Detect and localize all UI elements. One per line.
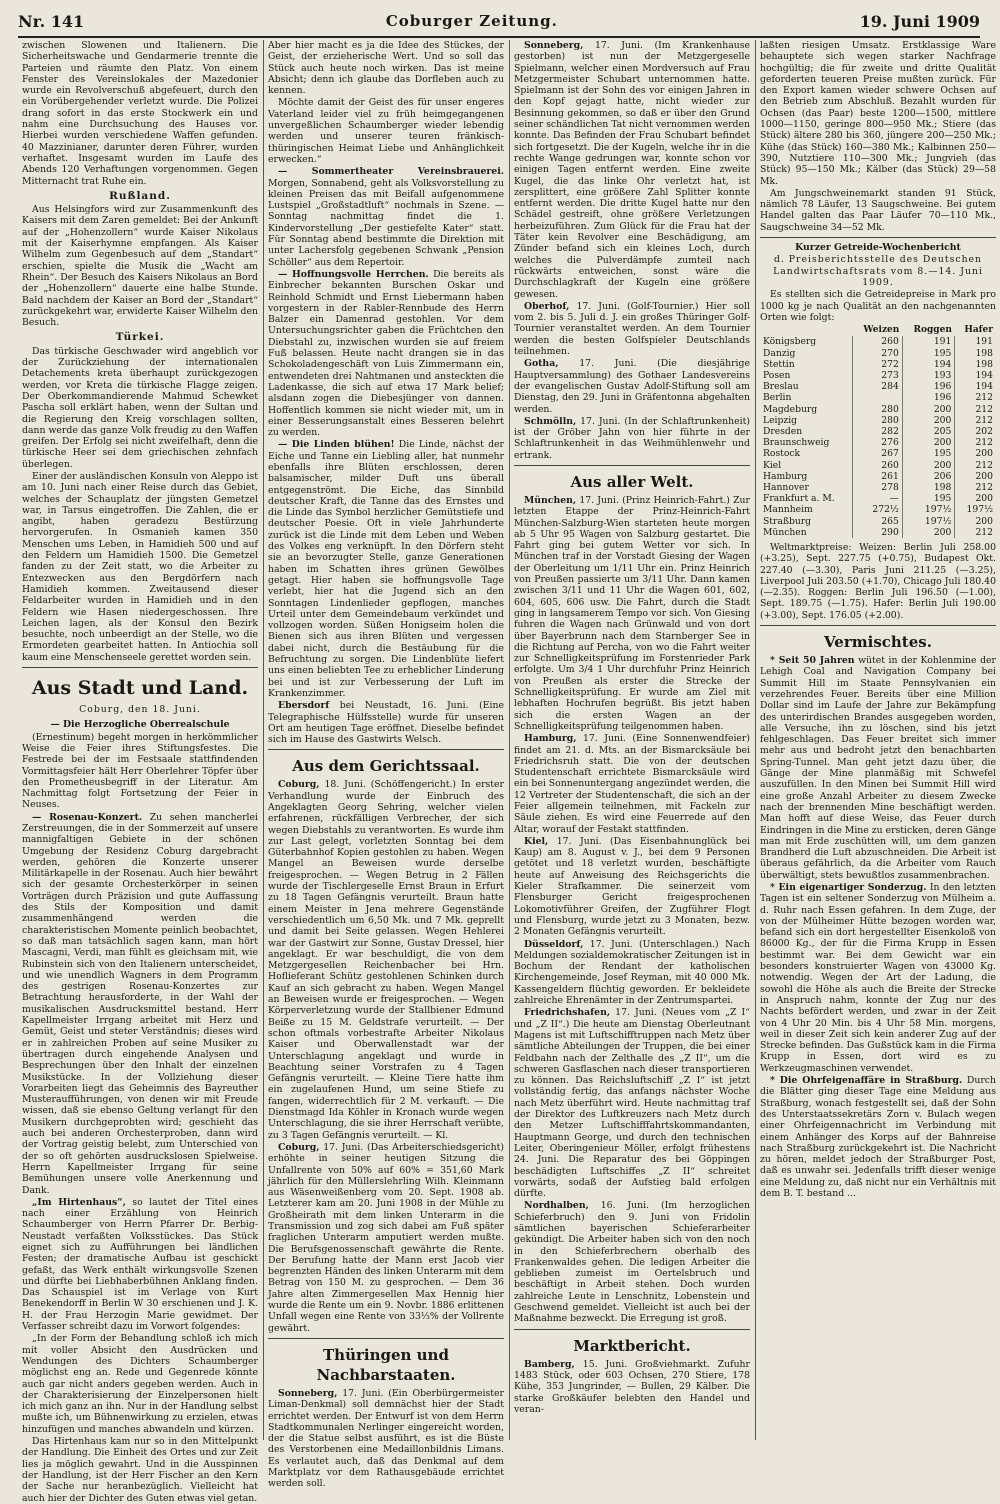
city-cell: Straßburg — [763, 515, 812, 527]
article-paragraph: zwischen Slowenen und Italienern. Die Sicherheitswache und Gendarmerie trennte die Parteien und räumte den Platz. Von einem Fenster des Vereinslokales der Mazedonier wurde ein Revolverschuß abgefeuert, durch den ein Vorübergehender verletzt wurde. Die Polizei drang sofort in das erste Stockwerk ein und nahm eine Durchsuchung des Hauses vor. Hierbei wurden verschiedene Waffen gefunden. 40 Mazzinianer, darunter deren Führer, wurden verhaftet. Insgesamt wurden im Laufe des Abends 120 Verhaftungen vorgenommen. Gegen Mitternacht trat Ruhe ein. — [22, 40, 258, 187]
section-heading-gerichtssaal: Aus dem Gerichtssaal. — [292, 757, 480, 776]
issue-number: Nr. 141 — [18, 11, 85, 31]
article-lead: Nordhalben, — [524, 1200, 589, 1212]
price-cell: 267 — [853, 448, 903, 459]
article-lead: Gotha, — [524, 358, 559, 370]
table-row — [760, 437, 996, 448]
city-cell: Mannheim — [763, 504, 813, 516]
price-cell: 212 — [955, 482, 996, 493]
table-row — [760, 471, 996, 482]
section-heading-getreide: Kurzer Getreide-Wochenbericht — [795, 242, 961, 254]
article-text: In den letzten Tagen ist ein seltener Sonderzug von Mülheim a. d. Ruhr nach Essen gefahren. In dem Zuge, der von der Mülheimer Hütte bezogen worden war, befand sich ein dort hergestellter Eisenkoloß von 86000 Kg., der für die Firma Krupp in Essen bestimmt war. Bei dem Gewicht war ein besonders konstruierter Wagen von 43000 Kg. notwendig. Wegen der Art der Ladung, die sowohl die Höhe als auch die Breite der Strecke in Anspruch nahm, konnte der Zug nur des Nachts befördert werden, und zwar in der Zeit von 4 Uhr 20 Min. bis 4 Uhr 58 Min. morgens, weil in dieser Zeit sich kein anderer Zug auf der Strecke befinden. Das Gußstück kam in die Firma Krupp in Essen, dort wird es zu Werkzeugmaschinen verwendet. — [760, 882, 996, 1074]
price-cell: 206 — [902, 471, 955, 482]
article-text: 17. Juni. (Ein Oberbürgermeister Liman-Denkmal) soll demnächst hier der Stadt errichtet werden. Der Entwurf ist von dem Herrn Stadtkommunalen Nerlinger eingereicht worden, der die Statue selbst ausführt, es ist die Büste des Verstorbenen eine Medaillonbildnis Limans. Es verlautet auch, daß das Denkmal auf dem Marktplatz vor dem Rathausgebäude errichtet werden soll. — [268, 1387, 504, 1490]
price-cell: 261 — [853, 471, 903, 482]
article-lead: * Seit 50 Jahren — [770, 655, 855, 667]
city-cell: Stettin — [763, 358, 795, 370]
price-cell: 280 — [853, 404, 903, 415]
column-4 — [760, 40, 996, 1440]
masthead — [18, 6, 980, 38]
section-heading-stadt-und-land: Aus Stadt und Land. — [31, 677, 249, 700]
divider — [514, 465, 750, 466]
column-rule — [755, 40, 756, 1440]
price-cell: 260 — [853, 460, 903, 471]
price-cell: 200 — [955, 516, 996, 527]
article-lead: Sonneberg, — [524, 40, 584, 51]
article-lead: Oberhof, — [524, 300, 570, 312]
section-heading-russland: Rußland. — [109, 189, 171, 202]
article-text: Zu sehen mancherlei Zerstreuungen, die in der Sommerzeit auf unsere mannigfaltigen Gebiete in der schönen Umgebung der Residenz Coburg dargebracht werden, gehören die Konzerte unserer Militärkapelle in der Rosenau. Auch hier bewährt sich der gesamte Orchesterkörper in seinen Vorträgen durch Präzision und gute Auffassung des Stils der Komposition und damit zusammenhängend werden die charakteristischen Momente peinlich beobachtet, so daß man tatsächlich sagen kann, man hört Mascagni, Verdi, man fühlt es gleichsam mit, wie Rubinstein sich von den Italienern unterscheidet, und wie unendlich Wagners in dem Programm des gestrigen Rosenau-Konzertes zur Betrachtung herausforderte, in der Wahl der musikalischen Ausdrucksmittel bestand. Herr Kapellmeister Irrgang arbeitet mit Herz und Gemüt, Geist und steter Verständnis; dieses wird er in zahlreichen Proben auf seine Musiker zu übertragen durch eingehende Analysen und Besprechungen über den Inhalt der einzelnen Musikstücke. In der Vollziehung dieser Vorarbeiten liegt das Geheimnis des Bayreuther Musteraufführungen, von denen wir mit Freude wissen, daß sie ebenso Geltung verlangt für den Musikern durchgeprobten wird; geschieht das auch bei anderen Orchesterproben, dann wird der Vortrag geistig belebt, zum Unterschied von der so oft gehörten ausdruckslosen Spielweise. Herrn Kapellmeister Irrgang für seine Bemühungen unsere volle Anerkennung und Dank. — [22, 811, 258, 1196]
article-text: 15. Juni. Großviehmarkt. Zufuhr 1483 Stück, oder 603 Ochsen, 270 Stiere, 178 Kühe, 353 Jungrinder, — Bullen, 29 Kälber. Die starke Großkäufer belebten den Handel und veran- — [514, 1358, 750, 1415]
price-cell: 276 — [853, 437, 903, 448]
divider — [514, 1329, 750, 1330]
article-lead: Friedrichshafen, — [524, 1007, 611, 1019]
article-lead: Coburg, — [278, 1141, 320, 1153]
article-lead: * Die Ohrfeigenaffäre in Straßburg. — [770, 1075, 963, 1087]
price-cell: 212 — [955, 392, 996, 403]
price-cell: 212 — [955, 415, 996, 426]
table-row — [760, 448, 996, 459]
price-cell: 200 — [902, 460, 955, 471]
city-cell: Hamburg — [763, 470, 808, 482]
article-paragraph: Weltmarktpreise: Weizen: Berlin Juli 258.00 (+3.25), Sept. 227.75 (+0.75), Budapest Okt. 227.40 (—3.30), Paris Juni 211.25 (—3.25), Liverpool Juli 203.50 (+1.70), Chicago Juli 180.40 (—2.35). Roggen: Berlin Juli 196.50 (—1.00), Sept. 189.75 (—1.75). Hafer: Berlin Juli 190.00 (+3.00), Sept. 176.05 (+2.00). — [760, 541, 996, 621]
price-cell: 200 — [902, 527, 955, 538]
divider — [760, 625, 996, 626]
column-rule — [509, 40, 510, 1440]
price-cell: 212 — [955, 404, 996, 415]
article-paragraph: Aber hier macht es ja die Idee des Stückes, der Geist, der erzieherische Wert. Und so soll das Stück auch heute noch wirken. Das ist meine Absicht; denn ich glaube das Dorfleben auch zu kennen. — [268, 40, 504, 97]
dateline: Coburg, den 18. Juni. — [79, 704, 201, 716]
article-paragraph: Einer der ausländischen Konsuln von Aleppo ist am 10. Juni nach einer Reise durch das Gebiet, welches der Schauplatz der jüngsten Gemetzel war, in Tarsus eingetroffen. Die Zahlen, die er angibt, haben geradezu Bestürzung hervorgerufen. In Osmanieh kamen 350 Menschen ums Leben, in Hamidieh 500 und auf den Feldern um Hamidieh 1500. Die Gemetzel fanden zu der Zeit statt, wo die Arbeiter zu Entezwecken aus den Bergdörfern nach Hamidieh kommen. Zweitausend dieser Feldarbeiter wurden in Hamidieh und in den Feldern wie Hasen niedergeschossen. Ihre Leichen lagen, als der Konsul den Bezirk besuchte, noch unbeerdigt an der Stelle, wo die Ermordeten gearbeitet hatten. In Antiochia soll kaum eine Menschenseele gerettet worden sein. — [22, 470, 258, 663]
price-cell: 194 — [955, 381, 996, 392]
price-cell: — — [853, 493, 903, 504]
article-paragraph: laßten riesigen Umsatz. Erstklassige Ware behauptete sich wegen starker Nachfrage hochgültig; die für zweite und dritte Qualität geforderten teueren Preise mußten zurück. Für den Export kamen wieder schwere Ochsen auf den Betrieb zum Abschluß. Bezahlt wurden für Ochsen (das Paar) beste 1200—1500, mittlere 1000—1150, geringe 800—950 Mk.; Stiere (das Stück) ältere 280 bis 360, jüngere 200—250 Mk.; Kühe (das Stück) 160—380 Mk.; Kalbinnen 250—390, Nutztiere 110—300 Mk.; Jungvieh (das Stück) 95—150 Mk.; Kälber (das Stück) 29—58 Mk. — [760, 40, 996, 187]
city-cell: Rostock — [763, 448, 801, 460]
table-row — [760, 370, 996, 381]
paper-title: Coburger Zeitung. — [385, 12, 558, 30]
section-heading-thueringen: Thüringen und Nachbarstaaten. — [316, 1345, 456, 1384]
price-cell: 205 — [902, 426, 955, 437]
divider — [22, 667, 258, 668]
article-text: Durch die Blätter ging dieser Tage eine Meldung aus Straßburg, wonach festgestellt sei, daß der Sohn des Unterstaatssekretärs Zorn v. Bulach wegen einer Ohrfeigennachricht im Verbindung mit einem Anhänger des Korps auf der Bahnreise nach Straßburg zurückgekehrt ist. Die Nachricht zu hören, meldet jedoch der Straßburger Post, daß es unwahr sei. Jedenfalls trifft dieser wenige eine Meldung zu, daß nicht nur ein Verhältnis mit dem B. T. bestand ... — [760, 1075, 996, 1200]
article-paragraph: Das Hirtenhaus kam nur so in den Mittelpunkt der Handlung. Die Einheit des Ortes und zur Zeit lies ja möglich gewahrt. Und in die Ausspinnen der Handlung, ist der Herr Fischer an den Kern der Sache nur heranbezüglich. Vielleicht hat auch hier der Dichter des Guten etwas viel getan. — [22, 1436, 258, 1504]
city-cell: Dresden — [763, 425, 803, 437]
article-lead: — Sommertheater Vereinsbrauerei. — [278, 166, 504, 178]
divider — [268, 749, 504, 750]
price-cell: 198 — [955, 348, 996, 359]
price-cell: 196 — [902, 392, 955, 403]
article-text: 18. Juni. (Schöffengericht.) In erster Verhandlung wurde der Einbruch des Angeklagten Georg Sehring, welcher vielen erfahrenen, rückfälligen Verbrecher, der sich wegen Diebstahls zu verantworten. Es wurde ihm zur Last gelegt, vorletzten Sonntag bei dem Güterbahnhof Kopien gestohlen zu haben. Wegen Mangel an Beweisen wurde derselbe freigesprochen. — Wegen Betrug in 2 Fällen wurde der Tischlergeselle Ernst Braun in Erfurt zu 18 Tagen Gefängnis verurteilt. Braun hatte einem Meister in Jena mehrere Gegenstände verschiedentlich um 6,50 Mk. und 7 Mk. geprellt und damit bei Seite gelassen. Wegen Hehlerei war der Gastwirt zur Sonne, Gustav Dressel, hier angeklagt. Er war beschuldigt, die von dem Metzgergesellen Reichenbacher bei Hrn. Hoflieferant Schütz gestohlenen Schinken durch Kauf an sich gebracht zu haben. Wegen Mangel an Beweisen wurde er freigesprochen. — Wegen Körperverletzung wurde der Stallbiener Edmund Beiße zu 15 M. Geldstrafe verurteilt. — Der schon oftmals vorbestrafte Arbeiter Nikolaus Kaiser und Oberwallenstadt war der Unterschlagung angeklagt und wurde in Beachtung seiner Vorstrafen zu 4 Tagen Gefängnis verurteilt. — Kleine Tiere hatte ihm ein zugelaufenen Hund, um seine Stiefe zu fangen, widerrechtlich für 2 M. verkauft. — Die Dienstmagd Ida Köhler in Kronach wurde wegen Unterschlagung, die sie ihrer Herrschaft verübte, zu 3 Tagen Gefängnis verurteilt. — Kl. — [268, 779, 504, 1141]
divider — [760, 237, 996, 238]
price-cell: 195 — [902, 348, 955, 359]
column-2 — [268, 40, 504, 1490]
article-lead: Hamburg, — [524, 733, 577, 745]
article-lead: Kiel, — [524, 835, 549, 847]
section-heading-marktbericht: Marktbericht. — [573, 1336, 691, 1355]
article-lead: Düsseldorf, — [524, 938, 584, 950]
article-text: bei Neustadt, 16. Juni. (Eine Telegraphische Hülfsstelle) wurde für unseren Ort am heutigen Tage eröffnet. Dieselbe befindet sich im Hause des Gastwirts Welsch. — [268, 700, 504, 746]
article-text: 17. Juni. (Eine Sonnenwendfeier) findet am 21. d. Mts. an der Bismarcksäule bei Friedrichsruh statt. Die von der deutschen Studentenschaft errichtete Bismarcksäule wird ein bei Sonnenuntergang angezündet werden, die 12 Vertreter der Studentenschaft, die sich an der Feier allgemein teilnehmen, mit Fackeln zur Säule ziehen. Es wird eine Feuerrede auf den Altar, worauf der Festakt stattfinden. — [514, 733, 750, 835]
article-text: 17. Juni. (In der Schlaftrunkenheit) ist der Gröber Jahn von hier führte in der Schlaftrunkenheit in das Weihmühlenwehr und ertrank. — [514, 415, 750, 461]
price-cell: 194 — [902, 359, 955, 370]
article-lead: — Die Herzogliche Oberrealschule — [50, 719, 230, 731]
table-header: Hafer — [964, 325, 993, 336]
column-3 — [514, 40, 750, 1440]
price-cell: 197½ — [902, 504, 955, 515]
price-cell: 200 — [955, 493, 996, 504]
price-cell: 195 — [902, 448, 955, 459]
getreide-subtitle: d. Preisberichtsstelle des Deutschen Landwirtschaftsrats vom 8.—14. Juni 1909. — [773, 254, 983, 288]
table-row — [760, 426, 996, 437]
article-lead: Schmölln, — [524, 415, 577, 427]
table-row — [760, 482, 996, 493]
city-cell: Breslau — [763, 381, 799, 393]
table-row — [760, 527, 996, 538]
table-header: Roggen — [913, 325, 952, 336]
article-lead: Ebersdorf — [278, 700, 330, 712]
article-text: Morgen, Sonnabend, geht als Volksvorstellung zu kleinen Preisen das mit Beifall aufgenommene Lustspiel „Großstadtluft“ nochmals in Szene. — Sonntag nachmittag findet die 1. Kindervorstellung „Der gestiefelte Kater“ statt. Für Sonntag abend bestimmte die Direktion mit unter Lachersfolg gegebenen Schwank „Pension Schöller“ aus dem Repertoir. — [268, 177, 504, 268]
article-paragraph: „In der Form der Behandlung schloß ich mich mit voller Absicht den Ausdrücken und Wendungen des Dichters Schaumberger möglichst eng an. Rede und Gegenrede könnte auch gar nicht anders gegeben werden. Auch in der Charakterisierung der Einzelpersonen hielt ich mich ganz an ihn. Nur in der Handlung selbst mußte ich, um Bühnenwirkung zu erzielen, etwas hinzufügen und manches abwandeln und kürzen. — [22, 1333, 258, 1435]
article-lead: Coburg, — [278, 779, 320, 791]
price-cell: 197½ — [955, 504, 996, 515]
article-text: 17. Juni. (Unterschlagen.) Nach Meldungen sozialdemokratischer Zeitungen ist in Bochum der Rendant der katholischen Kirchengemeinde, Josef Reyman, mit 40 000 Mk. Kassengeldern flüchtig geworden. Er bekleidete zahlreiche Ehrenämter in der Zentrumspartei. — [514, 938, 750, 1007]
article-paragraph: Möchte damit der Geist des für unser engeres Vaterland leider viel zu früh heimgegangenen unvergeßlichen Schaumberger wieder lebendig werden und unserer teuren fränkisch-thüringischen Heimat Liebe und Anhänglichkeit erwecken.“ — [268, 97, 504, 165]
article-paragraph: (Ernestinum) begeht morgen in herkömmlicher Weise die Feier ihres Stiftungsfestes. Die Festrede bei der im Festsaale stattfindenden Vormittagsfeier hält Herr Oberlehrer Töpfer über den Prometheusbegriff in der Literatur. Am Nachmittag folgt Fortsetzung der Feier in Neuses. — [22, 731, 258, 811]
article-lead: — Hoffnungsvolle Herrchen. — [278, 268, 429, 280]
price-cell: 202 — [955, 426, 996, 437]
price-cell: 278 — [853, 482, 903, 493]
price-cell: 191 — [902, 336, 955, 347]
article-text: 17. Juni. (Im Krankenhause gestorben) ist nun der Metzgergeselle Spielmann, welcher einen Mordversuch auf Frau Metzgermeister Schubart unternommen hatte. Spielmann ist der Sohn des vor einigen Jahren in den Kopf gejagt hatte, nicht wieder zur Besinnung gekommen, so daß er über den Grund seiner schändlichen Tat nicht vernommen werden konnte. Das Befinden der Frau Schubart befindet sich fortgesetzt. Die der Kugeln, welche ihr in die rechte Wange gedrungen war, konnte schon vor einigen Tagen entfernt werden. Eine zweite Kugel, die das linke Ohr verletzt hat, ist zersplittert, eine größere Zahl Splitter konnte entfernt werden. Die dritte Kugel hatte nur den Schädel gestreift, ohne größere Verletzungen herbeizuführen. Zum Glück für die Frau hat der Täter kein Revolver eine Beschädigung, am Zünder befand sich ein kleines Loch, durch welches die Pulverdämpfe zumteil nach rückwärts entweichen, sonst wäre die Durchschlagkraft der Kugeln eine größere gewesen. — [514, 40, 750, 300]
issue-date: 19. Juni 1909 — [859, 11, 980, 31]
article-text: 17. Juni. (Neues vom „Z I“ und „Z II“.) Die heute am Dienstag Oberleutnant Magens ist mit Luftschifftruppen nach Metz über sämtliche Abteilungen der Truppen, die bei einer Feldbahn nach der Zelthalle des „Z II“, um die schweren Gasflaschen nach dieser transportieren zu können. Das Reichsluftschiff „Z I“ ist jetzt vollständig fertig, das anfangs nächster Woche nach Metz überführt wird. Heute nachmittag traf der Direktor des Luftkreuzers nach Metz durch den Metzer Luftschifffahrtskommandanten, Hauptmann George, und durch den technischen Leiter, Oberingenieur Möller, erfolgt frühestens 24. Juni. Die Reparatur des bei Göppingen beschädigten Luftschiffes „Z II“ schreitet vorwärts, sodaß der Aufstieg bald erfolgen dürfte. — [514, 1007, 750, 1200]
price-cell: 200 — [955, 471, 996, 482]
price-cell: 273 — [853, 370, 903, 381]
city-cell: Posen — [763, 369, 791, 381]
article-lead: Bamberg, — [524, 1358, 575, 1370]
table-body — [760, 336, 996, 538]
city-cell: Braunschweig — [763, 437, 830, 449]
price-cell: 194 — [955, 370, 996, 381]
city-cell: Leipzig — [763, 414, 798, 426]
price-cell: 284 — [853, 381, 903, 392]
article-text: 16. Juni. (Im herzoglichen Schieferbruch) den 9. Juni von Fridolin sämtlichen bayerischen Schieferarbeiter gekündigt. Die Arbeiter haben sich von den noch in den Schieferbrechern oberhalb des Frankenwaldes gehen. Die ledigen Arbeiter die geblieben zumeist im Oertelsbruch und beschäftigt in Arbeit stehen. Doch wurden zahlreiche Leute in Lenschnitz, Lobenstein und Geschwend gemeldet. Vielleicht ist auch bei der Maßnahme bezweckt. Die Erregung ist groß. — [514, 1200, 750, 1325]
table-row — [760, 359, 996, 370]
article-text: wütet in der Kohlenmine der Lehigh Coal and Navigation Company bei Summit Hill im Staate Pennsylvanien ein verzehrendes Feuer. Bereits über eine Million Dollar sind im Laufe der Jahre zur Bekämpfung des unterirdischen Brandes ausgegeben worden, alle Versuche, ihn zu löschen, sind bis jetzt fehlgeschlagen. Das Feuer breitet sich immer mehr aus und bedroht jetzt den benachbarten Spring-Tunnel. Man geht jetzt dazu über, die Gänge der Mine planmäßig mit Schwefel auszufüllen. In den Minen bei Summit Hill wird eine große Anzahl Arbeiter zu diesem Zwecke nach der brennenden Mine beschäftigt werden. Man hofft auf diese Weise, das Feuer durch Eindringen in die Mine zu ersticken, deren Gänge man mit Erde zuschütten will, um dem ganzen Brandherd die Luft abzuschneiden. Die Arbeit ist überaus gefährlich, da die Arbeiter vom Rauch überwältigt, stets bewußtlos zusammenbrachen. — [760, 655, 996, 881]
article-text: 17. Juni. (Das Eisenbahnunglück bei Kaup) am 8. August v. J., bei dem 9 Personen getötet und 18 verletzt wurden, beschäftigte heute auf Anweisung des Reichsgerichts die Kieler Strafkammer. Die seinerzeit vom Flensburger Gericht freigesprochenen Lokomotivführer Greifen, der Zugführer Flogt und Flensburg, wurde jetzt zu 3 Monaten, bezw. 2 Monaten Gefängnis verurteilt. — [514, 835, 750, 938]
grain-price-table — [760, 325, 996, 538]
price-cell: 200 — [902, 404, 955, 415]
price-cell: 270 — [853, 348, 903, 359]
table-row — [760, 392, 996, 403]
article-text: 17. Juni. (Die diesjährige Hauptversammlung) des Gothaer Landesvereins der evangelischen Gustav Adolf-Stiftung soll am Dienstag, den 29. Juni in Gräfentonna abgehalten werden. — [514, 358, 750, 415]
table-header-row — [760, 325, 996, 336]
section-heading-tuerkei: Türkei. — [115, 331, 165, 344]
price-cell: 200 — [902, 437, 955, 448]
price-cell: 200 — [955, 448, 996, 459]
table-row — [760, 415, 996, 426]
article-lead: Sonneberg, — [278, 1387, 338, 1399]
section-heading-aus-aller-welt: Aus aller Welt. — [570, 472, 694, 491]
price-cell: 265 — [853, 516, 903, 527]
city-cell: Königsberg — [763, 336, 817, 348]
price-cell: 282 — [853, 426, 903, 437]
article-lead: * Ein eigenartiger Sonderzug. — [770, 882, 927, 893]
price-cell: 198 — [902, 482, 955, 493]
price-cell: 193 — [902, 370, 955, 381]
article-lead: — Die Linden blühen! — [278, 439, 395, 451]
price-cell — [853, 392, 903, 403]
price-cell: 198 — [955, 359, 996, 370]
city-cell: Danzig — [763, 347, 796, 359]
article-paragraph: Am Jungschweinemarkt standen 91 Stück, nämlich 78 Läufer, 13 Saugschweine. Bei gutem Handel galten das Paar Läufer 70—110 Mk., Saugschweine 34—52 Mk. — [760, 187, 996, 233]
column-1 — [22, 40, 258, 1504]
price-cell: 197½ — [902, 516, 955, 527]
article-lead: „Im Hirtenhaus“, — [32, 1196, 126, 1208]
price-cell: 195 — [902, 493, 955, 504]
article-text: so lautet der Titel eines nach einer Erzählung von Heinrich Schaumberger von Herrn Pfarrer Dr. Berbig-Neustadt verfaßten Volksstückes. Das Stück eignet sich zu Aufführungen bei ländlichen Festen; der dramatische Aufbau ist geschickt gefaßt, das Werk enthält wirkungsvolle Szenen und dürfte bei Liebhaberbühnen Anklang finden. Das Schauspiel ist im Verlage von Kurt Benekendorff in Berlin W 30 erschienen und J. K. H. der Frau Herzogin Marie gewidmet. Der Verfasser schreibt dazu im Vorwort folgendes: — [22, 1196, 258, 1333]
section-heading-vermischtes: Vermischtes. — [824, 633, 932, 652]
city-cell: Frankfurt a. M. — [763, 493, 835, 505]
price-cell: 272½ — [853, 504, 903, 515]
price-cell: 200 — [902, 415, 955, 426]
price-cell: 212 — [955, 437, 996, 448]
city-cell: München — [763, 526, 807, 538]
article-lead: — Rosenau-Konzert. — [32, 811, 143, 823]
column-rule — [263, 40, 264, 1440]
article-text: Die Linde, nächst der Eiche und Tanne ein Liebling aller, hat nunmehr ebenfalls ihre Blüten erschlossen, deren balsamischer, milder Duft uns überall entgegenströmt. Die Eiche, das Sinnbild deutscher Kraft, die Tanne das des Ernstes und die Linde das Symbol herzlicher Gemütstiefe und deutscher Poesie. Oft in viele Jahrhunderte zurück ist die Linde mit dem Leben und Weben des Volkes eng verknüpft. In den Dörfern steht sie an bevorzugter Stelle, ganze Generationen haben im Schatten ihres grünen Gewölbes getagt. Hier haben sie hoffnungsvolle Tage verlebt, hier hat die Jugend sich an den Sonntagen Lindenlieder gepflogen, manches Urteil unter dem Gemeindebaum verkündet und vollzogen worden. Süßen Honigseim holen die Bienen sich aus ihren Blüten und vergessen dabei nicht, durch die Bestäubung für die Befruchtung zu sorgen. Die Lindenblüte liefert uns einen beliebten Tee zu erheblicher Linderung bei und ist zur Verbesserung der Luft im Krankenzimmer. — [268, 439, 504, 699]
city-cell: Kiel — [763, 459, 782, 471]
table-row — [760, 460, 996, 471]
price-cell: 212 — [955, 527, 996, 538]
city-cell: Hannover — [763, 481, 809, 493]
article-paragraph: Aus Helsingfors wird zur Zusammenkunft des Kaisers mit dem Zaren gemeldet: Bei der Ankunft auf der „Hohenzollern“ wurde Kaiser Nikolaus mit der Kaiserhymne empfangen. Als Kaiser Wilhelm zum Gegenbesuch auf dem „Standart“ erschien, spielte die Musik die „Wacht am Rhein“. Der Besuch des Kaisers Nikolaus an Bord der „Hohenzollern“ dauerte eine halbe Stunde. Bald nachdem der Kaiser an Bord der „Standart“ zurückgekehrt war, erwiderte Kaiser Wilhelm den Besuch. — [22, 204, 258, 329]
table-row — [760, 504, 996, 515]
article-paragraph: Das türkische Geschwader wird angeblich vor der Zurückziehung der internationalen Detachements kreta überhaupt zurückgezogen werden, vor Kreta die türkische Flagge zeigen. Der Oberkommandierende Mahmud Schewket Pascha soll erklärt haben, wenn der Sultan und die Regierung den Kreig vorschlagen sollten, dann werde das ganze Volk freudig zu den Waffen greifen. Der Erfolg sei nicht zweifelhaft, denn die türkische Heer sei dem griechischen zehnfach überlegen. — [22, 345, 258, 470]
divider — [268, 1338, 504, 1339]
article-paragraph: Es stellten sich die Getreidepreise in Mark pro 1000 kg je nach Qualität an den nachgenannten Orten wie folgt: — [760, 289, 996, 323]
price-cell: 212 — [955, 460, 996, 471]
article-text: 17. Juni. (Prinz Heinrich-Fahrt.) Zur letzten Etappe der Prinz-Heinrich-Fahrt München-Salzburg-Wien starteten heute morgen ab 5 Uhr 95 Wagen von Salzburg gestartet. Die Fahrt ging bei gutem Wetter vor sich. In München traf in der Vorstadt Giesing der Wagen der Oberleitung um 1/11 Uhr ein. Prinz Heinrich von Preußen passierte um 3/11 Uhr. Dann kamen zwischen 3/11 und 11 Uhr die Wagen 601, 602, 604, 605, 606 usw. Die Fahrt, durch die Stadt ging in langsamerem Tempo vor sich. Von Giesing fuhren die Wagen nach Grünwald und von dort über Bayerbrunn nach dem Starnberger See in die Richtung auf Percha, von wo die Fahrt weiter zur Schnelligkeitsprüfung im Forstenrieder Park erfolgte. Um 3/4 1 Uhr durchfuhr Prinz Heinrich von Preußen als erster die Strecke der Schnelligkeitsprüfung. Er wurde am Ziel mit lebhaften Hochrufen begrüßt. Bis jetzt haben sich die ersten Wagen an der Schnelligkeitsprüfung teilgenommen haben. — [514, 494, 750, 732]
table-row — [760, 336, 996, 347]
price-cell: 290 — [853, 527, 903, 538]
table-row — [760, 493, 996, 504]
table-row — [760, 516, 996, 527]
article-text: 17. Juni. (Golf-Tournier.) Hier soll vom 2. bis 5. Juli d. J. ein großes Thüringer Golf-Tournier veranstaltet werden. An dem Tournier werden die besten Golfspieler Deutschlands teilnehmen. — [514, 300, 750, 358]
price-cell: 196 — [902, 381, 955, 392]
price-cell: 272 — [853, 359, 903, 370]
table-row — [760, 404, 996, 415]
article-lead: München, — [524, 494, 577, 506]
article-text: 17. Juni. (Das Arbeiterschiedsgericht) erhöhte in seiner heutigen Sitzung die Unfallrente von 50% auf 60% = 351,60 Mark jährlich für den Müllerslehrling Wilh. Kleinmann aus Wäsenweißenberg vom 20. Sept. 1908 ab. Letzterer kam am 20. Juni 1908 in der Mühle zu Großheirath mit dem linken Unterarm in die Transmission und zog sich dabei am Fuß später fraglichen Unterarm amputiert werden mußte. Die Berufsgenossenschaft gewährte die Rente. Der Berufung hatte der Mann erst Jacob vier begrenzten Händen des linken Unterarm mit dem Betrag von 150 M. zu gesprochen. — Dem 36 Jahre alten Zimmergesellen Max Hennig hier wurde die Rente um ein 9. Novbr. 1886 erlittenen Unfall wegen eine Rente von 33⅓% der Vollrente gewährt. — [268, 1141, 504, 1334]
table-header: Weizen — [863, 325, 900, 336]
table-row — [760, 348, 996, 359]
price-cell: 191 — [955, 336, 996, 347]
table-header — [760, 325, 853, 336]
price-cell: 260 — [853, 336, 903, 347]
table-row — [760, 381, 996, 392]
city-cell: Magdeburg — [763, 403, 818, 415]
article-text: Die bereits als Einbrecher bekannten Burschen Oskar und Reinhold Schmidt und Ernst Liebermann haben vorgestern in der Rabler-Rennbude des Herrn Balzer ein Damenrad gestohlen. Vor dem Untersuchungsrichter gaben die Früchtchen den Diebstahl zu, inzwischen wurden sie auf freiem Fuß belassen. Heute nacht drangen sie in das Schokoladengeschäft von Luis Zimmermann ein, entwendeten drei Nahtmanen und ansteckten die Ladenkasse, die sich auf etwa 17 Mark belief; alsdann zogen die Diebesjünger von dannen. Hoffentlich kommen sie nicht wieder mit, um in einer Besserungsanstalt eines Besseren belehrt zu werden. — [268, 268, 504, 439]
city-cell: Berlin — [763, 392, 792, 404]
price-cell: 280 — [853, 415, 903, 426]
